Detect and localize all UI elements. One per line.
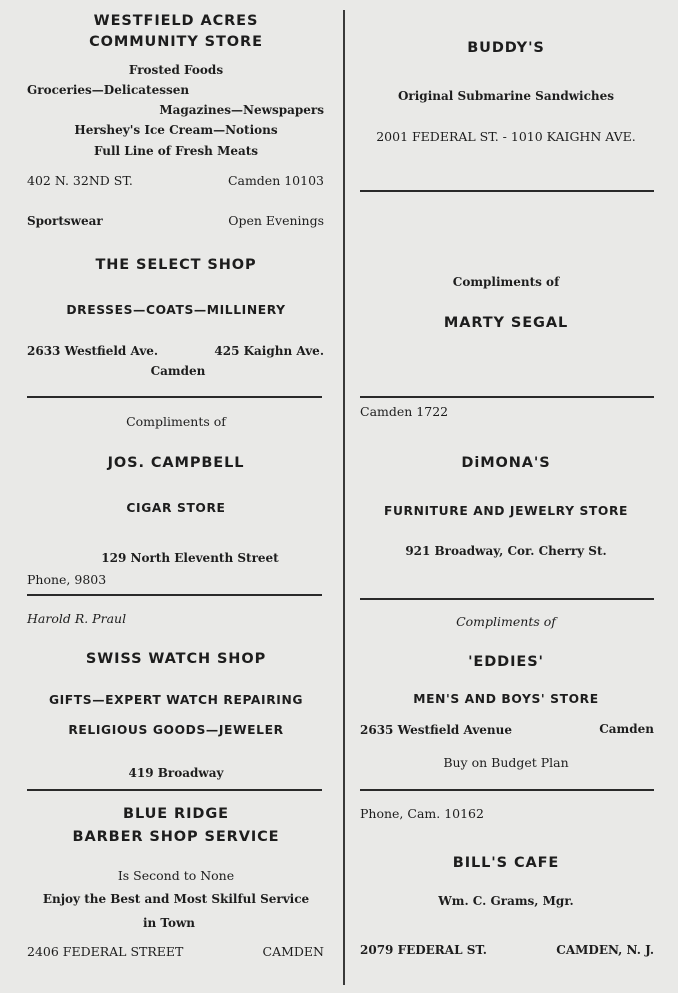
ad-phone: Phone, Cam. 10162 xyxy=(360,806,484,821)
column-divider xyxy=(343,10,345,985)
ad-title: BLUE RIDGE xyxy=(123,806,229,822)
ad-line: CIGAR STORE xyxy=(126,501,226,515)
ad-title: JOS. CAMPBELL xyxy=(107,455,245,471)
ad-address: 419 Broadway xyxy=(128,766,224,780)
ad-title: BARBER SHOP SERVICE xyxy=(72,829,280,845)
ad-address: 425 Kaighn Ave. xyxy=(214,344,324,358)
ad-address: 2633 Westfield Ave. xyxy=(27,344,159,358)
ad-separator xyxy=(360,789,654,791)
ad-separator xyxy=(27,396,322,398)
ad-line: Is Second to None xyxy=(117,868,235,883)
ad-city: Camden xyxy=(599,722,654,736)
ad-title: WESTFIELD ACRES xyxy=(93,13,259,29)
ad-title: SWISS WATCH SHOP xyxy=(85,651,267,667)
ad-address: 921 Broadway, Cor. Cherry St. xyxy=(405,544,607,558)
ad-line: RELIGIOUS GOODS—JEWELER xyxy=(68,723,284,737)
ad-line: Magazines—Newspapers xyxy=(159,103,324,117)
ad-title: DiMONA'S xyxy=(461,455,551,471)
ad-line: Groceries—Delicatessen xyxy=(27,83,190,97)
ad-tag: Open Evenings xyxy=(228,213,324,228)
ad-line: Hershey's Ice Cream—Notions xyxy=(74,123,278,137)
ad-line: in Town xyxy=(142,916,196,930)
ad-line: GIFTS—EXPERT WATCH REPAIRING xyxy=(48,693,304,707)
ad-compliments: Compliments of xyxy=(452,275,560,289)
ad-line: DRESSES—COATS—MILLINERY xyxy=(66,303,286,317)
ad-city: Camden xyxy=(150,364,206,378)
ad-separator xyxy=(27,789,322,791)
ad-compliments: Compliments of xyxy=(456,614,556,629)
ad-phone: Camden 1722 xyxy=(360,404,449,419)
ad-line: Full Line of Fresh Meats xyxy=(93,144,259,158)
ad-separator xyxy=(360,190,654,192)
ad-address: 2001 FEDERAL ST. - 1010 KAIGHN AVE. xyxy=(376,129,636,144)
ad-title: BILL'S CAFE xyxy=(452,855,560,871)
ad-line: MEN'S AND BOYS' STORE xyxy=(413,692,599,706)
ad-phone: Camden 10103 xyxy=(227,173,324,188)
ad-address: 402 N. 32ND ST. xyxy=(27,173,133,188)
ad-address: 2406 FEDERAL STREET xyxy=(27,944,184,959)
ad-title: BUDDY'S xyxy=(467,40,545,56)
ad-address: 2635 Westfield Avenue xyxy=(360,723,513,737)
ad-address: 129 North Eleventh Street xyxy=(101,551,279,565)
ad-separator xyxy=(27,594,322,596)
ad-address: 2079 FEDERAL ST. xyxy=(360,943,487,957)
ad-compliments: Compliments of xyxy=(126,414,226,429)
ad-line: Frosted Foods xyxy=(128,63,224,77)
ad-title: COMMUNITY STORE xyxy=(89,34,263,50)
ad-city: CAMDEN xyxy=(262,944,324,959)
ad-title: THE SELECT SHOP xyxy=(95,257,257,273)
ad-owner: Harold R. Praul xyxy=(27,611,127,626)
ad-city: CAMDEN, N. J. xyxy=(556,943,654,957)
ad-tag: Sportswear xyxy=(27,214,103,228)
ad-line: Original Submarine Sandwiches xyxy=(397,89,615,103)
ad-line: Buy on Budget Plan xyxy=(443,755,569,770)
ad-title: MARTY SEGAL xyxy=(443,315,569,331)
ad-title: 'EDDIES' xyxy=(468,654,544,670)
ad-line: FURNITURE AND JEWELRY STORE xyxy=(383,504,629,518)
ad-manager: Wm. C. Grams, Mgr. xyxy=(438,894,574,908)
ad-line: Enjoy the Best and Most Skilful Service xyxy=(42,892,310,906)
ad-phone: Phone, 9803 xyxy=(27,572,107,587)
ad-separator xyxy=(360,396,654,398)
ad-separator xyxy=(360,598,654,600)
